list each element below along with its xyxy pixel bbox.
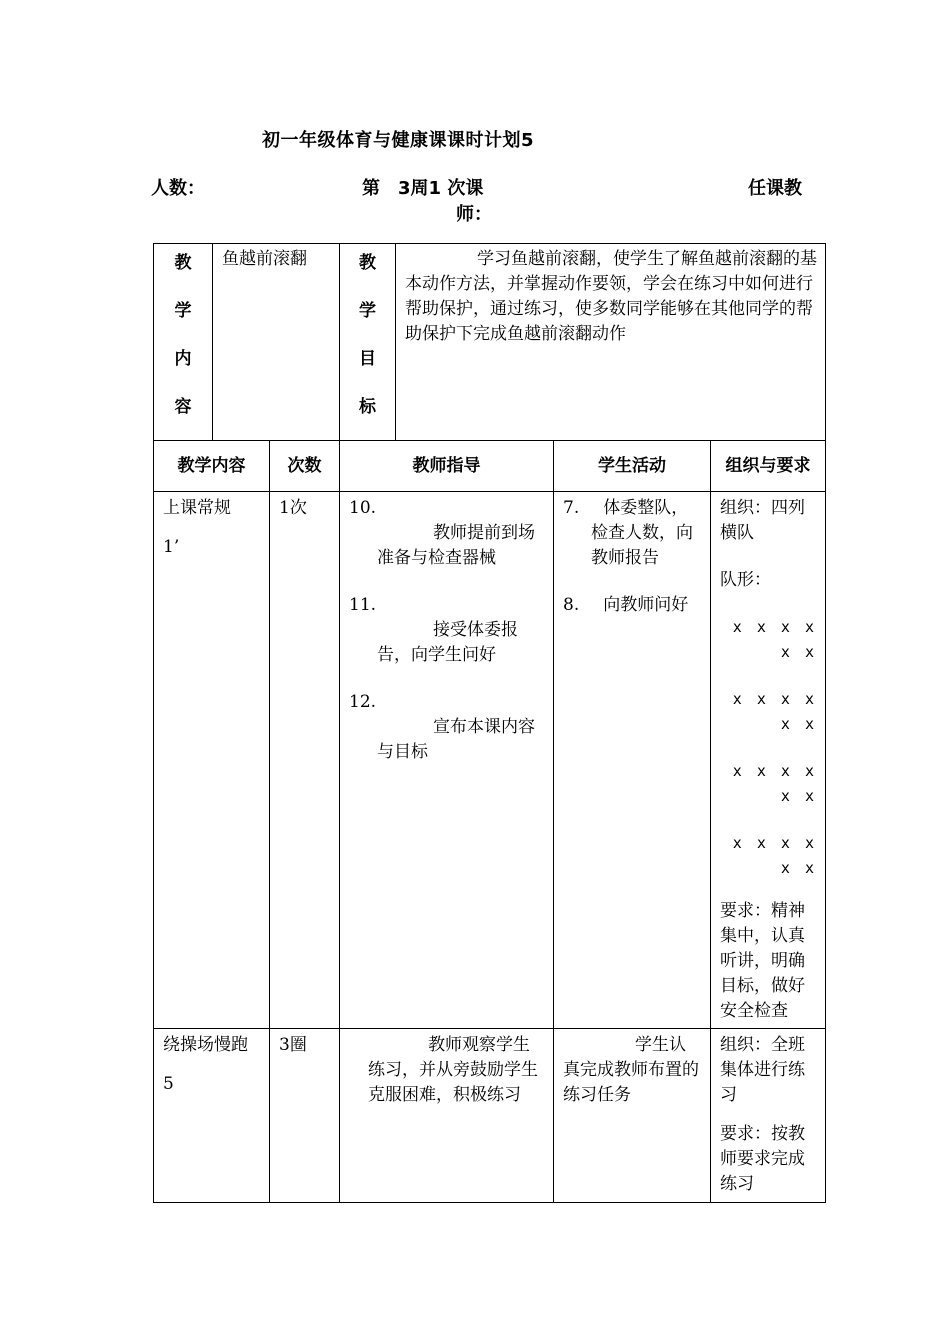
row-org (711, 1029, 826, 1203)
row-teacher (340, 1029, 554, 1203)
col-header-content: 教学内容 (154, 441, 270, 492)
teacher-step-text: 接受体委报告，向学生问好 (377, 620, 518, 665)
org-requirement: 要求：精神集中，认真听讲，明确目标，做好安全检查 (720, 901, 805, 1021)
content-value: 鱼越前滚翻 (213, 244, 340, 441)
student-step-num: 7. (563, 498, 580, 518)
formation-row: x x x x x x (732, 618, 817, 661)
student-step-text: 体委整队，检查人数，向教师报告 (591, 498, 693, 568)
row-content-extra: 1’ (163, 537, 180, 557)
teacher-step-text: 教师提前到场准备与检查器械 (377, 523, 535, 568)
lesson-plan-table (153, 243, 826, 1203)
content-label-char: 学 (174, 301, 192, 321)
teacher-step-num: 12. (349, 692, 377, 712)
column-header-row (154, 441, 826, 492)
goal-label-char: 目 (359, 349, 376, 369)
col-header-count: 次数 (270, 441, 340, 492)
row-student (554, 492, 711, 1029)
student-step-num: 8. (563, 595, 580, 615)
student-step (563, 593, 702, 618)
goal-label (340, 244, 396, 441)
row-content (154, 1029, 270, 1203)
org-line: 组织：四列横队 (720, 498, 805, 543)
goal-label-char: 标 (359, 397, 376, 417)
week-label: 第 3周1 次课 (362, 178, 484, 199)
goal-value (396, 244, 826, 441)
org-line: 组织：全班集体进行练习 (720, 1035, 805, 1105)
people-label: 人数： (151, 178, 205, 199)
page-title: 初一年级体育与健康课课时计划5 (262, 130, 535, 151)
goal-label-char: 学 (359, 301, 376, 321)
row-org (711, 492, 826, 1029)
row-content (154, 492, 270, 1029)
row-content-text: 上课常规 (163, 498, 231, 518)
content-label-char: 容 (174, 397, 192, 417)
teacher-step-num: 10. (349, 498, 377, 518)
teacher-text: 教师观察学生练习，并从旁鼓励学生克服困难，积极练习 (368, 1035, 538, 1105)
org-requirement: 要求：按教师要求完成练习 (720, 1124, 805, 1194)
student-step-text: 向教师问好 (603, 595, 689, 615)
formation-row: x x x x x x (732, 690, 817, 733)
row-student (554, 1029, 711, 1203)
teacher-label: 任课教 (748, 178, 802, 199)
formation-row: x x x x x x (732, 834, 817, 877)
col-header-org: 组织与要求 (711, 441, 826, 492)
student-text: 学生认真完成教师布置的练习任务 (563, 1035, 699, 1105)
org-formation-label: 队形： (720, 570, 771, 590)
row-content-text: 绕操场慢跑 (163, 1035, 248, 1055)
row-count: 3圈 (270, 1029, 340, 1203)
teacher-step-text: 宣布本课内容与目标 (377, 717, 535, 762)
col-header-student: 学生活动 (554, 441, 711, 492)
teacher-step-num: 11. (349, 595, 377, 615)
goal-label-char: 教 (359, 253, 376, 273)
col-header-teacher: 教师指导 (340, 441, 554, 492)
row-teacher (340, 492, 554, 1029)
content-label (154, 244, 213, 441)
row-content-extra: 5 (163, 1074, 174, 1094)
table-row (154, 1029, 826, 1203)
row-count: 1次 (270, 492, 340, 1029)
table-row (154, 492, 826, 1029)
top-row (154, 244, 826, 441)
teacher-label-wrap: 师： (456, 204, 492, 225)
content-label-char: 内 (174, 349, 192, 369)
content-label-char: 教 (174, 253, 192, 273)
student-step (563, 496, 702, 571)
goal-text: 学习鱼越前滚翻，使学生了解鱼越前滚翻的基本动作方法，并掌握动作要领，学会在练习中如何进行帮助保护，通过练习，使多数同学能够在其他同学的帮助保护下完成鱼越前滚翻动作 (405, 249, 817, 344)
formation-row: x x x x x x (732, 762, 817, 805)
